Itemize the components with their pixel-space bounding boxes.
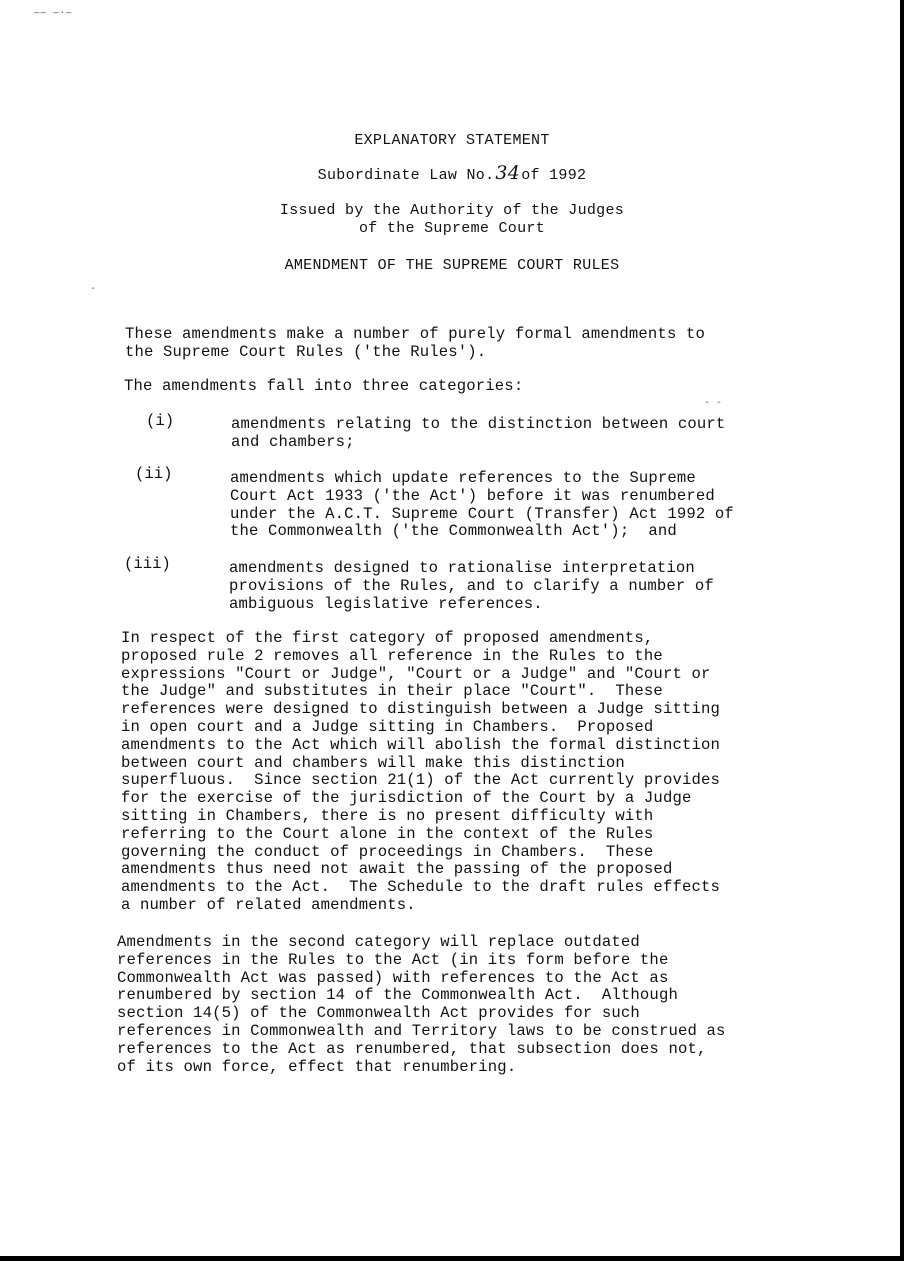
text-line: references in the Rules to the Act (in its form before the xyxy=(117,950,669,969)
law-prefix: Subordinate Law No. xyxy=(317,167,495,184)
issued-by-line-2: of the Supreme Court xyxy=(358,220,546,237)
first-category-paragraph xyxy=(121,630,720,915)
text-line: the Commonwealth ('the Commonwealth Act'); and xyxy=(230,522,677,541)
text-line: referring to the Court alone in the context of the Rules xyxy=(121,824,654,843)
issued-by-line-1: Issued by the Authority of the Judges xyxy=(279,202,625,219)
text-line: amendments designed to rationalise interpretation xyxy=(229,559,695,577)
law-suffix: of 1992 xyxy=(521,167,587,184)
text-line: amendments which update references to the Supreme xyxy=(230,469,696,487)
subject-heading: AMENDMENT OF THE SUPREME COURT RULES xyxy=(284,257,620,274)
text-line: and chambers; xyxy=(231,432,355,451)
text-line: amendments to the Act. The Schedule to the draft rules effects xyxy=(121,878,720,897)
scan-edge-bottom xyxy=(0,1256,904,1261)
text-line: Amendments in the second category will replace outdated xyxy=(117,933,640,951)
text-line: superfluous. Since section 21(1) of the Act currently provides xyxy=(121,771,720,790)
category-text-ii xyxy=(230,470,734,541)
text-line: references in Commonwealth and Territory laws to be construed as xyxy=(117,1021,726,1040)
text-line: Court Act 1933 ('the Act') before it was renumbered xyxy=(230,486,715,505)
intro-paragraph xyxy=(125,326,705,362)
text-line: for the exercise of the jurisdiction of the Court by a Judge xyxy=(121,789,692,808)
category-number-i: (i) xyxy=(146,412,175,430)
scan-speck: - - xyxy=(704,398,723,409)
text-line: renumbered by section 14 of the Commonwealth Act. Although xyxy=(117,986,678,1005)
text-line: governing the conduct of proceedings in Chambers. These xyxy=(121,842,654,861)
text-line: ambiguous legislative references. xyxy=(229,594,543,613)
text-line: of its own force, effect that renumbering. xyxy=(117,1057,517,1076)
text-line: in open court and a Judge sitting in Chambers. Proposed xyxy=(121,717,654,736)
text-line: In respect of the first category of proposed amendments, xyxy=(121,629,654,647)
handwritten-law-number: 34 xyxy=(495,162,521,184)
text-line: expressions "Court or Judge", "Court or a Judge" and "Court or xyxy=(121,664,711,683)
category-number-ii: (ii) xyxy=(135,465,173,483)
text-line: provisions of the Rules, and to clarify a number of xyxy=(229,576,714,595)
text-line: references to the Act as renumbered, that subsection does not, xyxy=(117,1039,707,1058)
second-category-paragraph xyxy=(117,934,726,1076)
text-line: references were designed to distinguish between a Judge sitting xyxy=(121,700,720,719)
text-line: under the A.C.T. Supreme Court (Transfer) Act 1992 of xyxy=(230,504,734,523)
text-line: sitting in Chambers, there is no present difficulty with xyxy=(121,806,654,825)
text-line: These amendments make a number of purely formal amendments to xyxy=(125,325,705,343)
law-number-line xyxy=(0,162,904,185)
document-title: EXPLANATORY STATEMENT xyxy=(354,132,550,149)
text-line: a number of related amendments. xyxy=(121,895,416,914)
text-line: amendments relating to the distinction between court xyxy=(231,415,726,433)
scan-edge-right xyxy=(900,0,904,1261)
corner-scan-mark: —— —·— xyxy=(34,8,73,18)
text-line: the Supreme Court Rules ('the Rules'). xyxy=(125,342,487,361)
text-line: section 14(5) of the Commonwealth Act provides for such xyxy=(117,1004,640,1023)
text-line: the Judge" and substitutes in their place "Court". These xyxy=(121,682,663,701)
category-text-i xyxy=(231,416,725,452)
text-line: Commonwealth Act was passed) with references to the Act as xyxy=(117,968,669,987)
text-line: proposed rule 2 removes all reference in the Rules to the xyxy=(121,646,663,665)
category-number-iii: (iii) xyxy=(124,555,171,573)
categories-intro: The amendments fall into three categories: xyxy=(124,377,524,395)
text-line: between court and chambers will make this distinction xyxy=(121,753,625,772)
category-text-iii xyxy=(229,560,714,613)
scan-speck: - xyxy=(90,284,97,295)
text-line: amendments to the Act which will abolish the formal distinction xyxy=(121,735,720,754)
text-line: amendments thus need not await the passing of the proposed xyxy=(121,860,673,879)
